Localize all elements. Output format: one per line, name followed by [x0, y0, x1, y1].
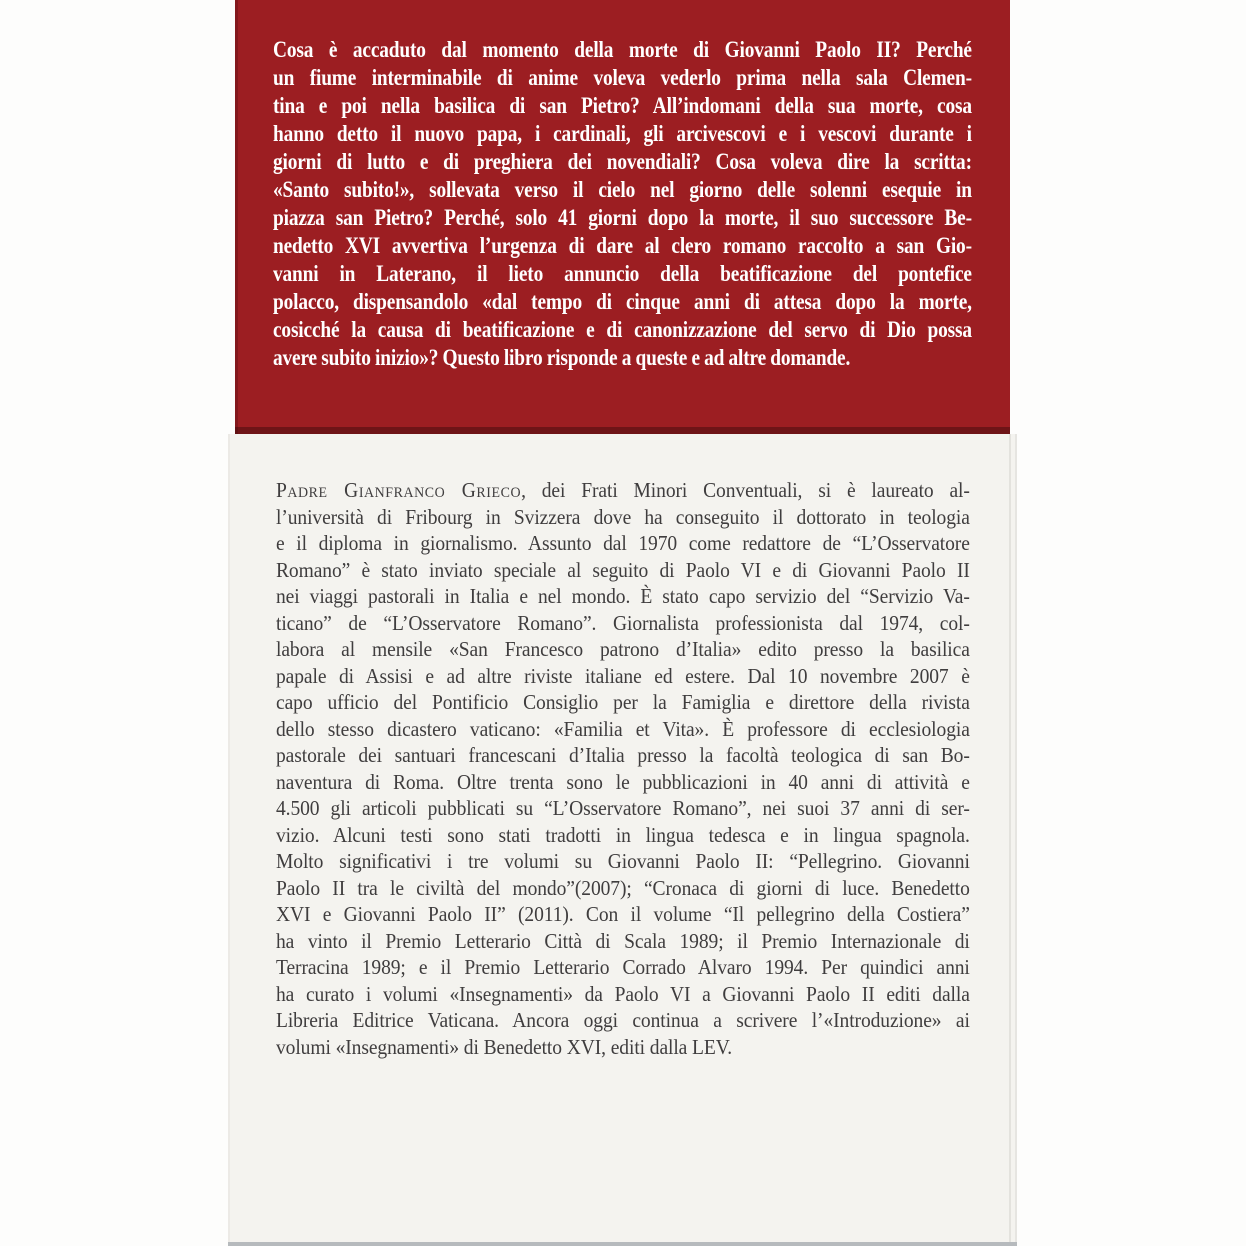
- text-line: Paolo II tra le civiltà del mondo”(2007); “Cronaca di giorni di luce. Benedetto: [276, 875, 970, 900]
- text-line: e il diploma in giornalismo. Assunto dal 1970 come redattore de “L’Osservatore: [276, 531, 970, 555]
- text-line: giorni di lutto e di preghiera dei novendiali? Cosa voleva dire la scritta:: [273, 149, 972, 174]
- synopsis-red-panel: [235, 0, 1010, 434]
- text-line: labora al mensile «San Francesco patrono d’Italia» edito presso la basilica: [276, 637, 970, 661]
- author-name: Padre Gianfranco Grieco: [276, 478, 522, 502]
- text-line: naventura di Roma. Oltre trenta sono le pubblicazioni in 40 anni di attività e: [276, 769, 970, 794]
- text-line: vanni in Laterano, il lieto annuncio della beatificazione del pontefice: [273, 261, 972, 286]
- text-line: papale di Assisi e ad altre riviste italiane ed estere. Dal 10 novembre 2007 è: [276, 663, 970, 688]
- cover-right-crease: [1009, 434, 1011, 1242]
- text-line: l’università di Fribourg in Svizzera dove ha conseguito il dottorato in teologia: [276, 504, 970, 529]
- synopsis-text: [273, 36, 972, 372]
- text-line: ha curato i volumi «Insegnamenti» da Paolo VI a Giovanni Paolo II editi dalla: [276, 981, 970, 1006]
- text-line: nei viaggi pastorali in Italia e nel mondo. È stato capo servizio del “Servizio Va-: [276, 584, 970, 608]
- text-line: volumi «Insegnamenti» di Benedetto XVI, editi dalla LEV.: [276, 1034, 733, 1059]
- text-line: hanno detto il nuovo papa, i cardinali, gli arcivescovi e i vescovi durante i: [273, 121, 972, 146]
- text-line: Romano” è stato inviato speciale al seguito di Paolo VI e di Giovanni Paolo II: [276, 557, 970, 582]
- text-line: Molto significativi i tre volumi su Giovanni Paolo II: “Pellegrino. Giovanni: [276, 849, 970, 873]
- text-line: Terracina 1989; e il Premio Letterario Corrado Alvaro 1994. Per quindici anni: [276, 955, 970, 979]
- text-line: avere subito inizio»? Questo libro risponde a queste e ad altre domande.: [273, 345, 851, 370]
- text-line: cosicché la causa di beatificazione e di canonizzazione del servo di Dio possa: [273, 317, 972, 342]
- text-line: 4.500 gli articoli pubblicati su “L’Osservatore Romano”, nei suoi 37 anni di ser-: [276, 796, 970, 820]
- text-line: «Santo subito!», sollevata verso il cielo nel giorno delle solenni esequie in: [273, 177, 972, 202]
- text-line: dello stesso dicastero vaticano: «Familia et Vita». È professore di ecclesiologia: [276, 716, 970, 741]
- bio-remaining-lines: [276, 504, 970, 1061]
- text-line: capo ufficio del Pontificio Consiglio per la Famiglia e direttore della rivista: [276, 690, 970, 714]
- bio-first-line-rest: , dei Frati Minori Conventuali, si è laureato al-: [521, 478, 970, 502]
- text-line: XVI e Giovanni Paolo II” (2011). Con il volume “Il pellegrino della Costiera”: [276, 902, 970, 926]
- text-line: Cosa è accaduto dal momento della morte di Giovanni Paolo II? Perché: [273, 37, 972, 62]
- author-bio-text: [276, 477, 970, 1060]
- text-line: un fiume interminabile di anime voleva vederlo prima nella sala Clemen-: [273, 65, 972, 90]
- text-line: tina e poi nella basilica di san Pietro? All’indomani della sua morte, cosa: [273, 93, 972, 118]
- text-line: ha vinto il Premio Letterario Città di Scala 1989; il Premio Internazionale di: [276, 928, 970, 953]
- text-line: nedetto XVI avvertiva l’urgenza di dare al clero romano raccolto a san Gio-: [273, 233, 972, 258]
- text-line: polacco, dispensandolo «dal tempo di cinque anni di attesa dopo la morte,: [273, 289, 972, 314]
- text-line: piazza san Pietro? Perché, solo 41 giorni dopo la morte, il suo successore Be-: [273, 205, 972, 230]
- text-line: pastorale dei santuari francescani d’Italia presso la facoltà teologica di san Bo-: [276, 743, 970, 767]
- text-line: Libreria Editrice Vaticana. Ancora oggi continua a scrivere l’«Introduzione» ai: [276, 1008, 970, 1032]
- text-line: ticano” de “L’Osservatore Romano”. Giornalista professionista dal 1974, col-: [276, 610, 970, 635]
- text-line: vizio. Alcuni testi sono stati tradotti in lingua tedesca e in lingua spagnola.: [276, 822, 970, 847]
- bio-first-line: [276, 477, 970, 504]
